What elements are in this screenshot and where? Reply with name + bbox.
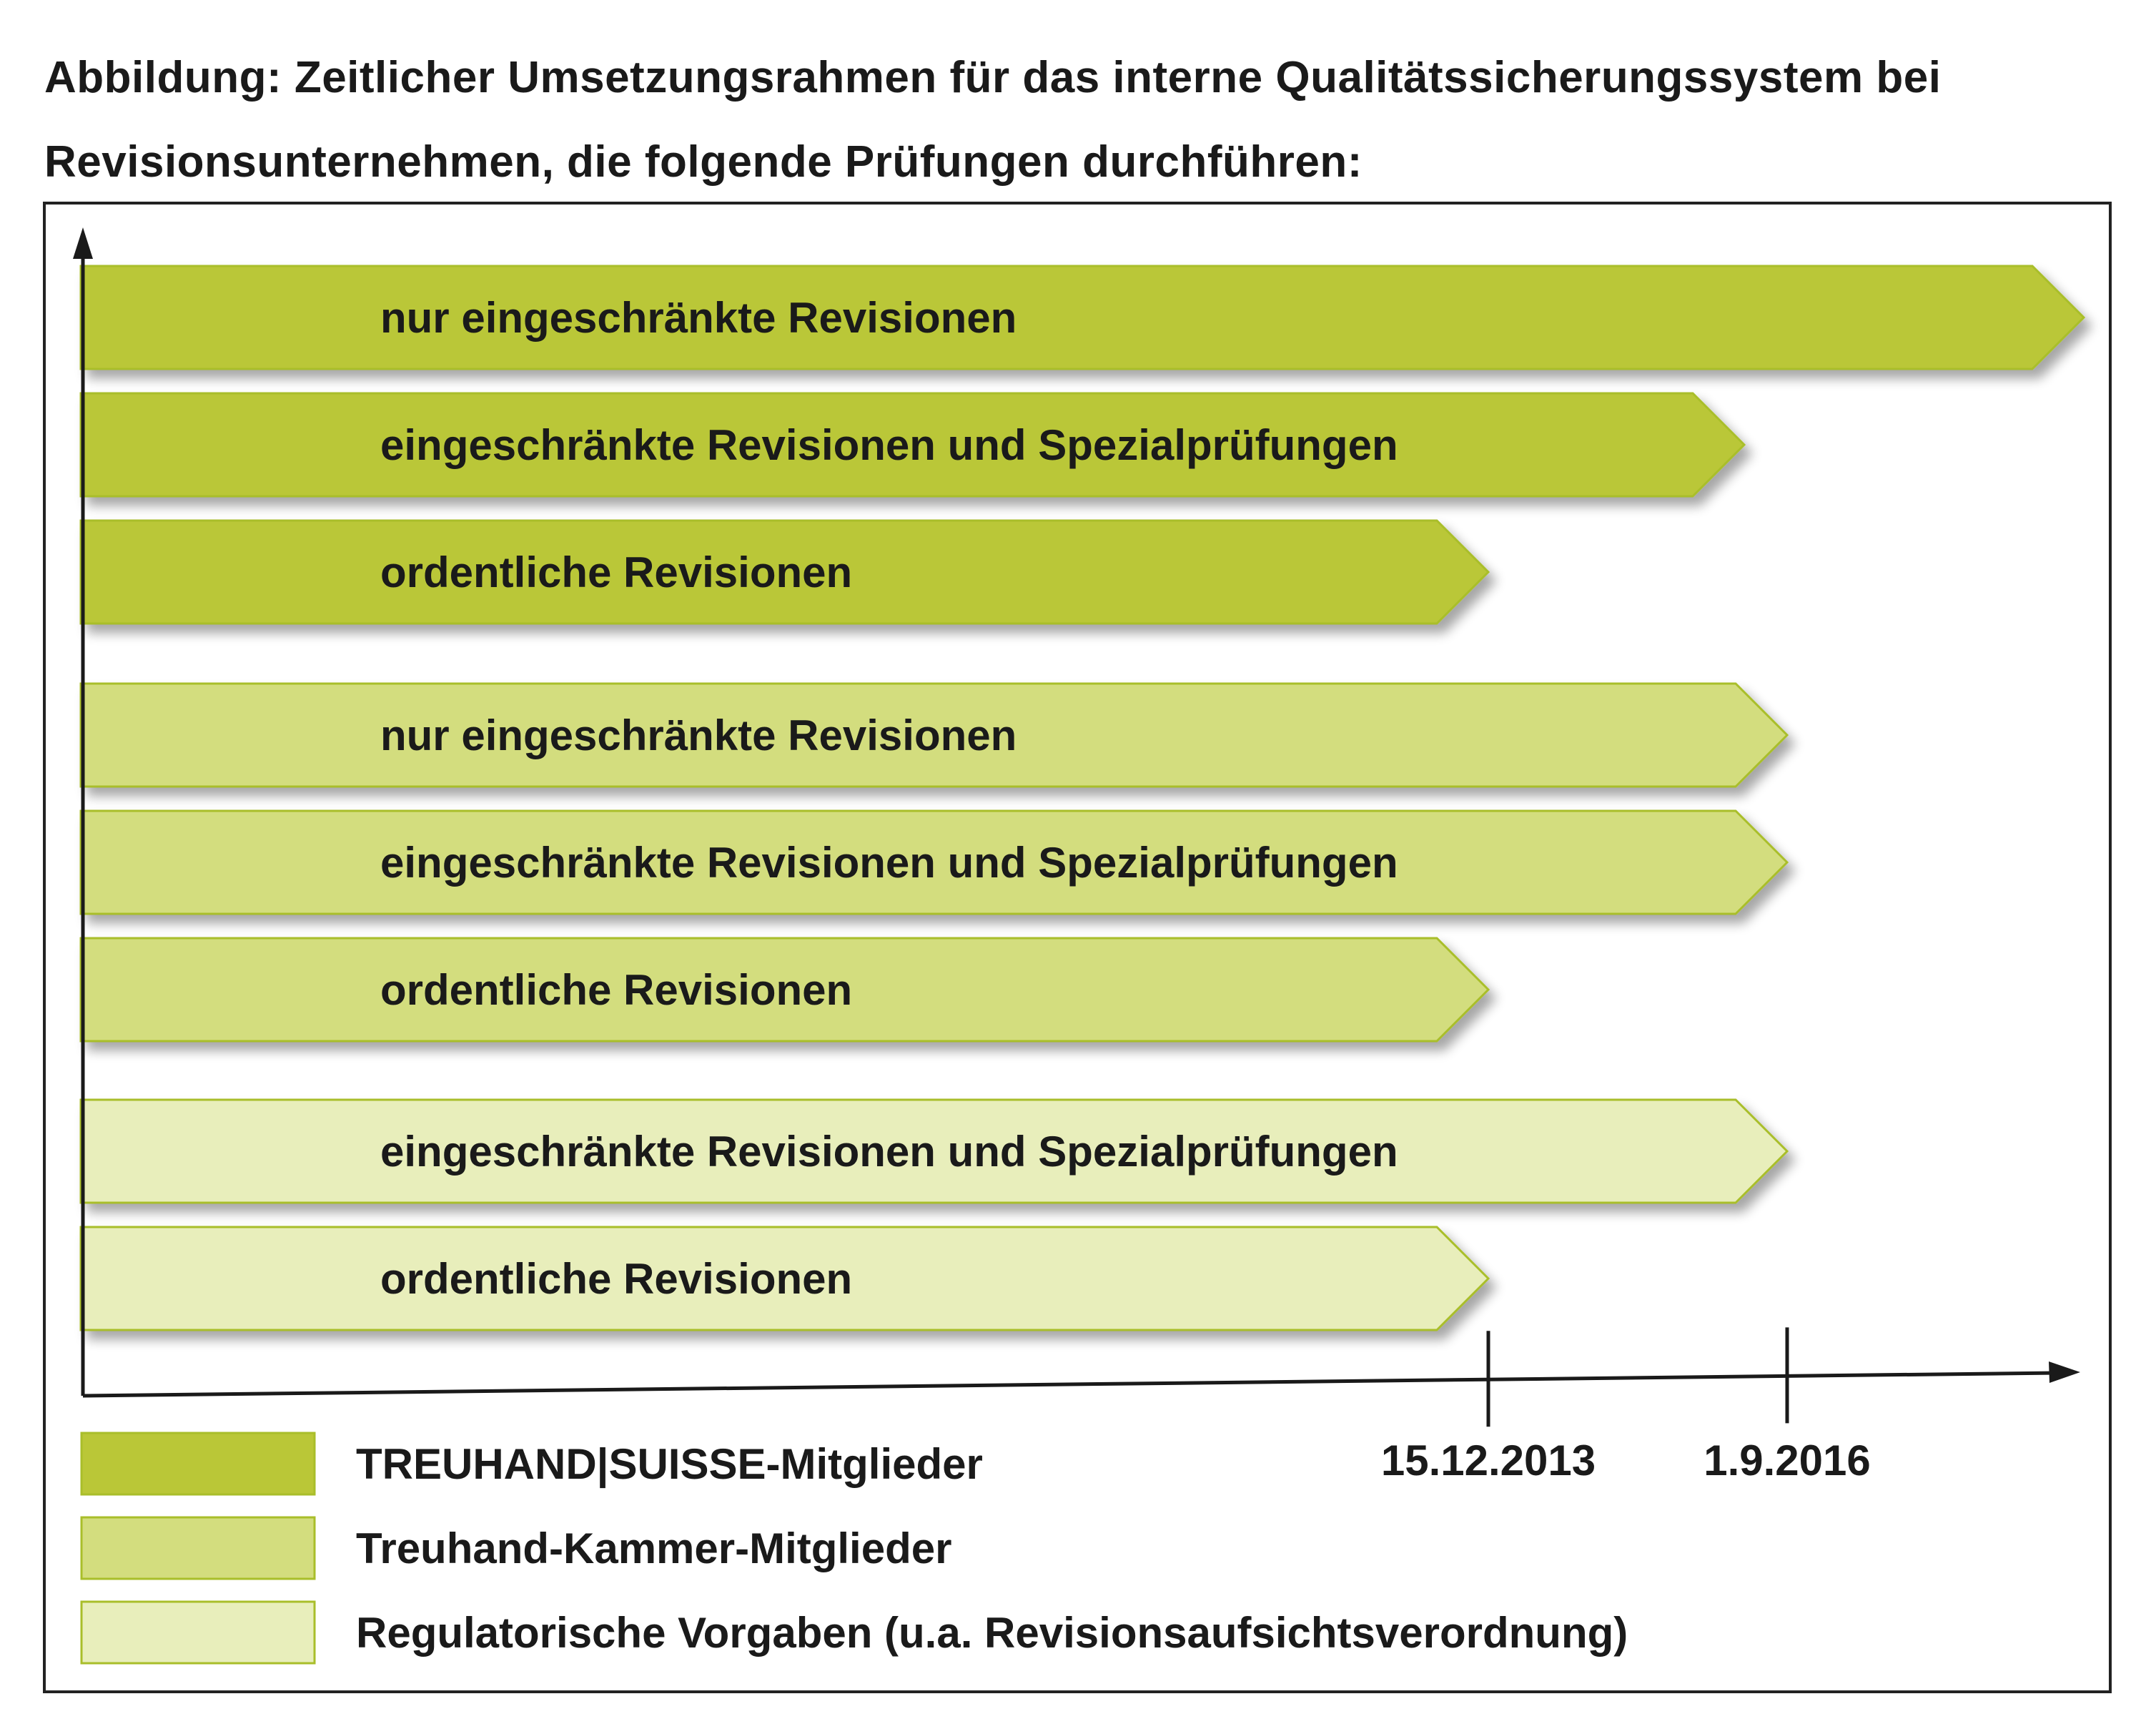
legend-swatch (81, 1517, 315, 1579)
timeline-bar-label: ordentliche Revisionen (380, 548, 853, 596)
timeline-bar (81, 938, 1488, 1041)
markers-layer (1381, 1327, 1871, 1484)
timeline-bar-label: nur eingeschränkte Revisionen (380, 711, 1017, 759)
timeline-bar-label: ordentliche Revisionen (380, 966, 853, 1014)
timeline-bar-label: eingeschränkte Revisionen und Spezialprüfungen (380, 1128, 1398, 1176)
legend-swatch (81, 1433, 315, 1494)
date-marker-label: 1.9.2016 (1703, 1437, 1871, 1484)
figure-title-line-2: Revisionsunternehmen, die folgende Prüfungen durchführen: (44, 137, 1363, 187)
legend-swatch (81, 1602, 315, 1663)
timeline-bar (81, 1100, 1787, 1203)
timeline-bar-label: eingeschränkte Revisionen und Spezialprüfungen (380, 839, 1398, 887)
legend-item (81, 1433, 983, 1494)
x-axis-arrowhead (2049, 1361, 2080, 1383)
timeline-bar (81, 393, 1744, 496)
timeline-bar (81, 684, 1787, 787)
y-axis-arrowhead (73, 227, 93, 259)
timeline-bar-label: eingeschränkte Revisionen und Spezialprüfungen (380, 421, 1398, 469)
timeline-bar-label: ordentliche Revisionen (380, 1255, 853, 1303)
legend-item (81, 1517, 951, 1579)
legend-label: Regulatorische Vorgaben (u.a. Revisionsaufsichtsverordnung) (356, 1609, 1628, 1657)
timeline-bar (81, 1227, 1488, 1330)
timeline-bar-label: nur eingeschränkte Revisionen (380, 294, 1017, 342)
legend-label: Treuhand-Kammer-Mitglieder (356, 1524, 952, 1572)
timeline-bar (81, 521, 1488, 624)
bars-layer (81, 266, 2084, 1330)
legend-item (81, 1602, 1628, 1663)
figure-title-line-1: Abbildung: Zeitlicher Umsetzungsrahmen für das interne Qualitätssicherungssystem bei (44, 53, 1942, 102)
date-marker (1381, 1331, 1596, 1484)
x-axis-line (83, 1373, 2057, 1396)
date-marker-label: 15.12.2013 (1380, 1437, 1596, 1484)
legend-label: TREUHAND|SUISSE-Mitglieder (356, 1440, 983, 1488)
date-marker (1703, 1327, 1871, 1484)
timeline-bar (81, 811, 1787, 914)
timeline-bar (81, 266, 2084, 369)
